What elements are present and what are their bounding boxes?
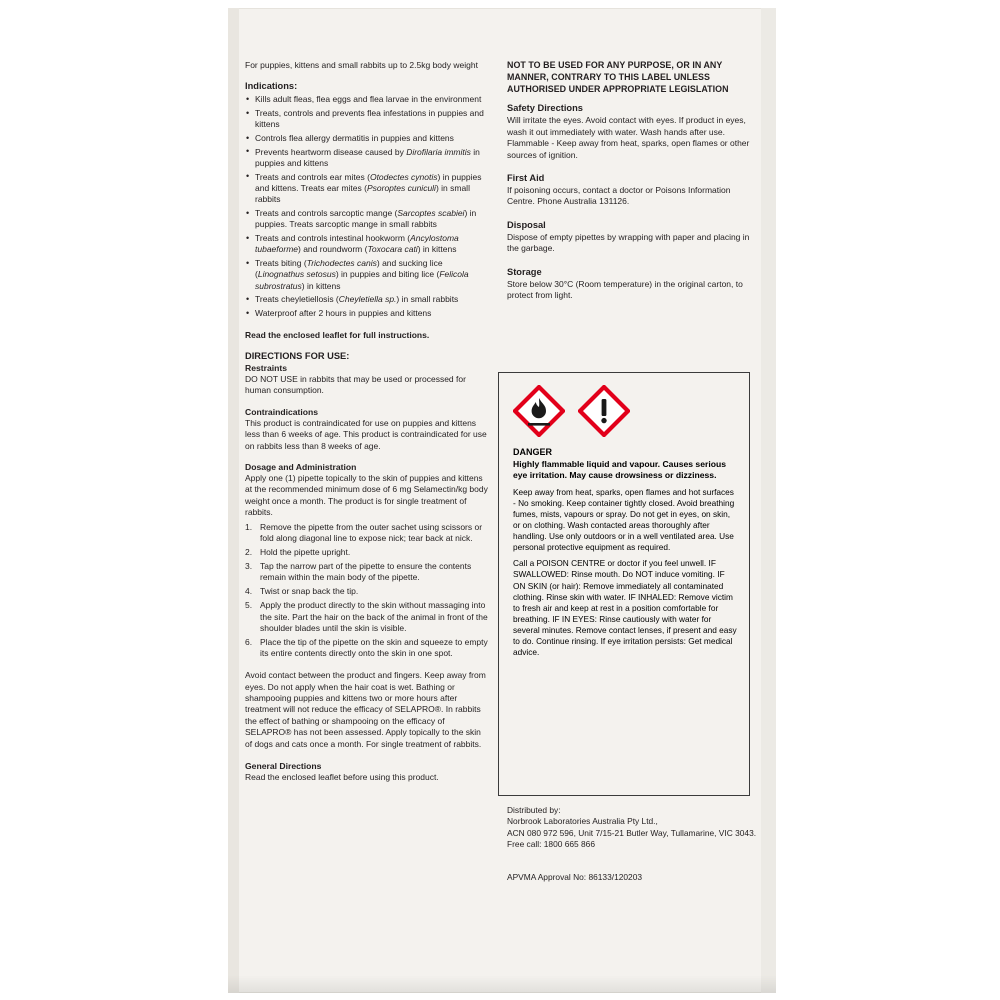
hazard-information-box [498, 372, 750, 796]
directions-for-use-heading: DIRECTIONS FOR USE: [245, 351, 350, 361]
free-call-number: Free call: 1800 665 866 [507, 839, 595, 850]
storage-text: Store below 30°C (Room temperature) in the original carton, to protect from light. [507, 278, 743, 301]
general-directions-heading: General Directions [245, 760, 322, 771]
avoid-contact-text: Avoid contact between the product and fingers. Keep away from eyes. Do not apply when the hair coat is wet. Bathing or shampooing puppies and kittens two or more hours after treatment will not reduce the efficacy of SELAPRO®. In rabbits the effect of bathing or shampooing on the efficacy of SELAPRO® has not been assessed. Apply topically to the skin of dogs and cats once a month. For single treatment of rabbits. [245, 670, 486, 749]
list-item: Twist or snap back the tip. [260, 586, 359, 597]
indications-list [245, 94, 490, 319]
first-aid-heading: First Aid [507, 173, 545, 184]
contraindications-heading: Contraindications [245, 406, 319, 417]
distributed-by-label: Distributed by: [507, 805, 561, 815]
list-item: Hold the pipette upright. [260, 546, 351, 557]
contraindications-text: This product is contraindicated for use on puppies and kittens less than 6 weeks of age. This product is contraindicated for use on rabbits less than 8 weeks of age. [245, 417, 487, 451]
list-item: • Kills adult fleas, flea eggs and flea larvae in the environment [245, 94, 490, 105]
label-left-column [245, 60, 490, 783]
exclamation-pictogram [578, 385, 630, 437]
list-item: Apply the product directly to the skin without massaging into the site. Part the hair on the back of the animal in front of the shoulder blades until the skin is visible. [260, 600, 488, 633]
dosage-text: Apply one (1) pipette topically to the skin of puppies and kittens at the recommended minimum dose of 6 mg Selamectin/kg body weight once a month. The product is for single treatment of rabbits. [245, 473, 488, 518]
body-weight-note: For puppies, kittens and small rabbits up to 2.5kg body weight [245, 60, 478, 70]
apvma-approval-number: APVMA Approval No: 86133/120203 [507, 871, 643, 882]
disposal-heading: Disposal [507, 219, 546, 230]
first-aid-text: If poisoning occurs, contact a doctor or Poisons Information Centre. Phone Australia 131126. [507, 185, 731, 207]
read-leaflet-note: Read the enclosed leaflet for full instructions. [245, 329, 430, 340]
restraints-text: DO NOT USE in rabbits that may be used or processed for human consumption. [245, 374, 466, 396]
safety-directions-text: Will irritate the eyes. Avoid contact with eyes. If product in eyes, wash it out immediately with water. Wash hands after use. Flammable - Keep away from heat, sparks, open flames or other sources of ignition. [507, 115, 750, 160]
list-item: • Treats and controls ear mites (Otodectes cynotis) in puppies and kittens. Treats ear mites (Psoroptes cuniculi) in small rabbits [245, 172, 490, 206]
list-item: Place the tip of the pipette on the skin and squeeze to empty its entire contents directly onto the skin in one spot. [260, 636, 488, 659]
list-item: • Treats cheyletiellosis (Cheyletiella sp.) in small rabbits [245, 294, 490, 305]
list-item: • Waterproof after 2 hours in puppies and kittens [245, 308, 490, 319]
general-directions-text: Read the enclosed leaflet before using this product. [245, 771, 439, 782]
precautionary-statements-prevention: Keep away from heat, sparks, open flames and hot surfaces - No smoking. Keep container tightly closed. Avoid breathing fumes, mists, vapours or spray. Do not get in eyes, on skin, or on clothing. Wash contacted areas thoroughly after handling. Use only outdoors or in a well ventilated area. Use personal protective equipment as required. [513, 486, 735, 553]
carton-bottom-shadow [228, 975, 776, 993]
list-item: • Controls flea allergy dermatitis in puppies and kittens [245, 133, 490, 144]
company-name: Norbrook Laboratories Australia Pty Ltd., [507, 816, 658, 827]
disposal-text: Dispose of empty pipettes by wrapping with paper and placing in the garbage. [507, 231, 750, 254]
legislation-note: NOT TO BE USED FOR ANY PURPOSE, OR IN ANY MANNER, CONTRARY TO THIS LABEL UNLESS AUTHORISED UNDER APPROPRIATE LEGISLATION [507, 60, 729, 94]
list-item: Remove the pipette from the outer sachet using scissors or fold along diagonal line to expose nick; tear back at nick. [260, 521, 483, 544]
distributor-block [507, 805, 757, 883]
indications-heading: Indications: [245, 81, 298, 92]
restraints-heading: Restraints [245, 363, 288, 373]
list-item: • Treats and controls intestinal hookworm (Ancylostoma tubaeforme) and roundworm (Toxocara cati) in kittens [245, 233, 490, 256]
list-item: • Treats biting (Trichodectes canis) and sucking lice (Linognathus setosus) in puppies and biting lice (Felicola subrostratus) in kittens [245, 258, 490, 292]
safety-directions-heading: Safety Directions [507, 103, 583, 114]
application-steps-list [245, 522, 490, 660]
hazard-statements: Highly flammable liquid and vapour. Causes serious eye irritation. May cause drowsiness or dizziness. [513, 459, 726, 481]
list-item: • Treats, controls and prevents flea infestations in puppies and kittens [245, 108, 490, 131]
ghs-pictogram-row [513, 385, 737, 437]
carton-right-edge [761, 8, 776, 993]
flame-pictogram [513, 385, 565, 437]
signal-word: DANGER [513, 447, 553, 457]
list-item: • Prevents heartworm disease caused by Dirofilaria immitis in puppies and kittens [245, 147, 490, 170]
list-item: Tap the narrow part of the pipette to ensure the contents remain within the main body of the pipette. [260, 560, 472, 583]
list-item: • Treats and controls sarcoptic mange (Sarcoptes scabiei) in puppies. Treats sarcoptic mange in small rabbits [245, 208, 490, 231]
carton-left-edge [228, 8, 239, 993]
storage-heading: Storage [507, 266, 542, 277]
precautionary-statements-response: Call a POISON CENTRE or doctor if you feel unwell. IF SWALLOWED: Rinse mouth. Do NOT induce vomiting. IF ON SKIN (or hair): Remove immediately all contaminated clothing. Rinse skin with water. IF INHALED: Remove victim to fresh air and keep at rest in a position comfortable for breathing. IF IN EYES: Rinse cautiously with water for several minutes. Remove contact lenses, if present and easy to do. Continue rinsing. If eye irritation persists: Get medical advice. [513, 558, 737, 658]
company-address: ACN 080 972 596, Unit 7/15-21 Butler Way, Tullamarine, VIC 3043. [507, 827, 757, 838]
label-right-column [507, 60, 757, 301]
dosage-heading: Dosage and Administration [245, 462, 357, 473]
